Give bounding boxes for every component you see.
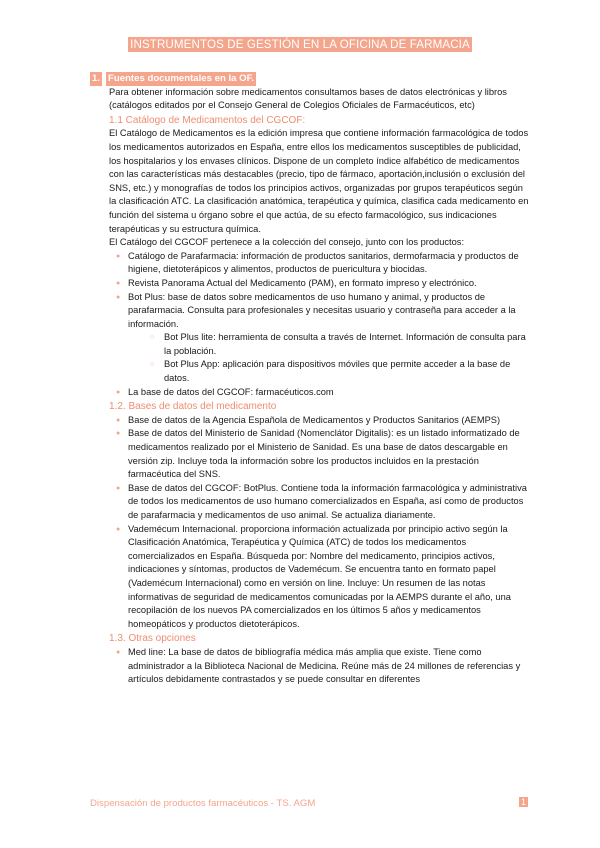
document-body — [90, 72, 530, 687]
section-1-number: 1. — [92, 73, 101, 84]
list-item: ● Base de datos de la Agencia Española de Medicamentos y Productos Sanitarios (AEMPS) — [128, 414, 530, 428]
section-1-3-heading: 1.3. Otras opciones — [109, 633, 196, 645]
sub-list-item: ○ Bot Plus lite: herramienta de consulta a través de Internet. Información de consulta para la población. — [164, 331, 530, 358]
list-item: ● Catálogo de Parafarmacia: información de productos sanitarios, dermofarmacia y productos de higiene, dietoterápicos y alimentos, productos de puericultura y biocidas. — [128, 250, 530, 277]
page-footer: Dispensación de productos farmacéuticos - TS. AGM — [90, 798, 316, 809]
title-wrapper — [0, 35, 600, 53]
page-title: INSTRUMENTOS DE GESTIÓN EN LA OFICINA DE FARMACIA — [130, 38, 470, 51]
list-item: ● Revista Panorama Actual del Medicamento (PAM), en formato impreso y electrónico. — [128, 277, 530, 291]
list-item — [128, 291, 530, 386]
bot-plus-sublist — [164, 331, 530, 385]
list-item: ● Base de datos del CGCOF: BotPlus. Contiene toda la información farmacológica y administrativa de todos los medicamentos de uso humano comercializados en España, así como de productos de parafarmacia y medicamentos de uso animal. Se actualiza diariamente. — [128, 482, 530, 523]
list-item: ● Vademécum Internacional. proporciona información actualizada por principio activo según la Clasificación Anatómica, Terapéutica y Química (ATC) de todos los medicamentos comercializados en España. Búsqueda por: Nombre del medicamento, principios activos, indicaciones y síntomas, productos de Vademécum. Se encuentra tanto en formato papel (Vademécum Internacional) como en versión on line. Incluye: Un resumen de las notas informativas de seguridad de medicamentos comunicadas por la AEMPS durante el año, una recopilación de los nuevos PA comercializados en los últimos 5 años y medicamentos homeopáticos y productos dietoterápicos. — [128, 523, 530, 632]
section-1-2-heading: 1.2. Bases de datos del medicamento — [109, 401, 277, 413]
page-number: 1 — [521, 797, 527, 807]
list-item: ● La base de datos del CGCOF: farmacéuticos.com — [128, 386, 530, 400]
section-1-3-list — [128, 646, 530, 687]
sub-list-item: ○ Bot Plus App: aplicación para dispositivos móviles que permite acceder a la base de datos. — [164, 358, 530, 385]
section-1-title: Fuentes documentales en la OF. — [108, 73, 255, 84]
section-1-heading — [90, 72, 530, 86]
list-item-text: Bot Plus: base de datos sobre medicamentos de uso humano y animal, y productos de parafarmacia. Consulta para profesionales y necesitas usuario y contraseña para acceder a la información. — [128, 291, 516, 329]
section-1-1-paragraph-2: El Catálogo del CGCOF pertenece a la colección del consejo, junto con los productos: — [109, 237, 465, 248]
list-item: ● Base de datos del Ministerio de Sanidad (Nomenclátor Digitalis): es un listado informatizado de medicamentos realizado por el Ministerio de Sanidad. Es una base de datos descargable en versión zip. Incluye toda la información sobre los productos incluidos en la prestación farmacéutica del SNS. — [128, 427, 530, 481]
section-1-1-list — [128, 250, 530, 400]
section-1-2-list — [128, 414, 530, 632]
section-1-1-paragraph-1: El Catálogo de Medicamentos es la edición impresa que contiene información farmacológica de todos los medicamentos autorizados en España, entre ellos los medicamentos susceptibles de publicidad, los hospitalarios y los envases clínicos. Dispone de un completo índice alfabético de medicamentos con las características más destacables (precio, tipo de fármaco, aportación,inclusión o exclusión del SNS, etc.) y monografías de todos los principios activos, organizadas por grupos terapéuticos según la clasificación ATC. La clasificación anatómica, terapéutica y química, clasifica cada medicamento en función del sistema u órgano sobre el que actúa, de su efecto farmacológico, sus indicaciones terapéuticas y su estructura química. — [109, 128, 529, 234]
list-item: ● Med line: La base de datos de bibliografía médica más amplia que existe. Tiene como administrador a la Biblioteca Nacional de Medicina. Reúne más de 24 millones de referencias y artículos debidamente contrastados y se puede consultar en diferentes — [128, 646, 530, 687]
section-1-1-heading: 1.1 Catálogo de Medicamentos del CGCOF: — [109, 114, 306, 126]
section-1-intro: Para obtener información sobre medicamentos consultamos bases de datos electrónicas y libros (catálogos editados por el Consejo General de Colegios Oficiales de Farmacéuticos, etc) — [109, 86, 507, 111]
